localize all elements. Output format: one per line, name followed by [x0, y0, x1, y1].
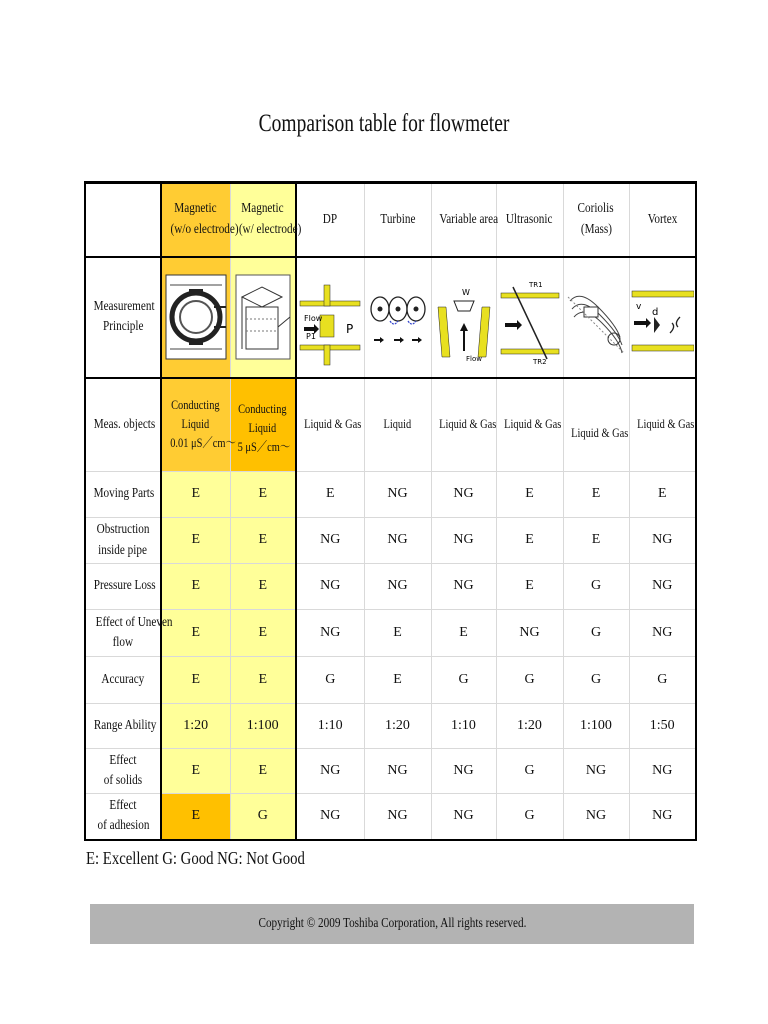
objects-ultrasonic: [496, 378, 563, 472]
rating-cell: 1:20: [161, 704, 230, 749]
rating-cell: NG: [431, 518, 496, 564]
vortex-d-label: d: [652, 307, 659, 318]
column-header-vortex: [629, 183, 696, 257]
rating-cell: NG: [431, 472, 496, 518]
va-flow-label: Flow: [465, 355, 482, 363]
rating-cell: G: [563, 610, 629, 657]
rating-cell: NG: [364, 794, 431, 840]
row-label-objects: [85, 378, 161, 472]
objects-magnetic-w-electrode: [230, 378, 296, 472]
objects-line1: Liquid & Gas: [570, 425, 628, 441]
objects-line1: Liquid & Gas: [636, 416, 694, 432]
rating-cell: NG: [364, 472, 431, 518]
rating-cell: E: [629, 472, 696, 518]
variable-area-float-diagram: [432, 267, 496, 367]
objects-line1: Liquid & Gas: [438, 416, 496, 432]
rating-cell: E: [161, 564, 230, 610]
objects-vortex: [629, 378, 696, 472]
column-header-line2: (w/o electrode): [170, 221, 239, 237]
rating-cell: NG: [364, 749, 431, 794]
criteria-row: [85, 657, 696, 704]
criteria-row: [85, 749, 696, 794]
rating-cell: G: [496, 749, 563, 794]
column-header-line1: Turbine: [379, 211, 416, 227]
rating-cell: E: [161, 794, 230, 840]
row-label-line1: Obstruction: [96, 522, 150, 538]
criteria-rows: [85, 472, 696, 840]
legend: E: Excellent G: Good NG: Not Good: [86, 848, 305, 868]
column-header-coriolis: [563, 183, 629, 257]
rating-cell: NG: [629, 518, 696, 564]
rating-cell: NG: [296, 794, 364, 840]
row-label: [85, 794, 161, 840]
dp-orifice-diagram: [298, 267, 362, 367]
rating-cell: 1:100: [563, 704, 629, 749]
criteria-row: [85, 472, 696, 518]
dp-p1-label: P1: [306, 332, 317, 341]
rating-cell: E: [364, 657, 431, 704]
objects-line1: Liquid & Gas: [503, 416, 561, 432]
row-label-line1: Range Ability: [93, 717, 157, 733]
column-header-line1: Variable area: [438, 211, 498, 227]
rating-cell: E: [230, 749, 296, 794]
principle-magnetic-w-electrode-diagram: [230, 257, 296, 378]
objects-line2: Liquid: [181, 416, 210, 432]
copyright-text: Copyright © 2009 Toshiba Corporation, All rights reserved.: [258, 916, 526, 931]
row-label: [85, 518, 161, 564]
column-header-turbine: [364, 183, 431, 257]
objects-line1: Liquid: [383, 416, 412, 432]
copyright-footer: [90, 904, 694, 944]
rating-cell: G: [230, 794, 296, 840]
rating-cell: G: [496, 657, 563, 704]
row-label: [85, 472, 161, 518]
rating-cell: E: [296, 472, 364, 518]
column-header-magnetic-w-electrode: [230, 183, 301, 257]
rating-cell: E: [563, 518, 629, 564]
principle-magnetic-wo-electrode-diagram: [161, 257, 230, 378]
principle-dp-diagram: [296, 257, 364, 378]
dp-p2-label: P: [346, 322, 354, 336]
vortex-v-label: v: [636, 302, 642, 312]
rating-cell: G: [629, 657, 696, 704]
row-label-line2: flow: [112, 635, 134, 650]
criteria-row: [85, 518, 696, 564]
rating-cell: E: [161, 610, 230, 657]
row-label-line2: Principle: [102, 319, 144, 334]
principle-coriolis-diagram: [563, 257, 629, 378]
column-header-line1: Vortex: [647, 211, 678, 227]
comparison-table: [84, 181, 697, 841]
vortex-bluff-body-diagram: [630, 267, 694, 367]
coriolis-tube-diagram: [564, 267, 628, 367]
row-label-line1: Accuracy: [101, 671, 145, 687]
objects-line1: Liquid & Gas: [304, 416, 362, 432]
rating-cell: NG: [629, 794, 696, 840]
objects-coriolis: [563, 378, 629, 472]
rating-cell: NG: [563, 794, 629, 840]
objects-row: [85, 378, 696, 472]
objects-variable-area: [431, 378, 496, 472]
rating-cell: 1:20: [496, 704, 563, 749]
rating-cell: G: [563, 657, 629, 704]
column-header-ultrasonic: [496, 183, 563, 257]
column-header-line2: (w/ electrode): [238, 221, 301, 237]
rating-cell: E: [563, 472, 629, 518]
rating-cell: E: [496, 518, 563, 564]
row-label-line2: of adhesion: [97, 818, 149, 834]
criteria-row: [85, 564, 696, 610]
rating-cell: E: [230, 472, 296, 518]
rating-cell: NG: [296, 610, 364, 657]
column-header-dp: [296, 183, 364, 257]
row-label-line1: Effect: [109, 797, 137, 813]
row-label: [85, 564, 161, 610]
rating-cell: NG: [296, 518, 364, 564]
column-header-line1: DP: [323, 211, 338, 227]
rating-cell: G: [563, 564, 629, 610]
turbine-rotor-diagram: [366, 267, 430, 367]
row-label-principle: [85, 257, 161, 378]
rating-cell: E: [230, 564, 296, 610]
ultrasonic-transducer-diagram: [499, 267, 561, 367]
rating-cell: G: [496, 794, 563, 840]
row-label: [85, 704, 161, 749]
objects-magnetic-wo-electrode: [161, 378, 236, 472]
rating-cell: E: [161, 657, 230, 704]
row-label: [85, 749, 161, 794]
rating-cell: NG: [629, 564, 696, 610]
criteria-row: [85, 704, 696, 749]
rating-cell: NG: [431, 749, 496, 794]
objects-line3: 0.01 μS／cm～: [170, 435, 236, 451]
rating-cell: NG: [296, 749, 364, 794]
principle-ultrasonic-diagram: [496, 257, 563, 378]
va-weight-label: W: [461, 288, 470, 297]
row-label-line2: of solids: [103, 773, 143, 788]
rating-cell: NG: [364, 564, 431, 610]
header-row: [85, 183, 696, 257]
rating-cell: E: [496, 564, 563, 610]
principle-variable-area-diagram: [431, 257, 496, 378]
rating-cell: E: [431, 610, 496, 657]
rating-cell: NG: [563, 749, 629, 794]
objects-line1: Conducting: [238, 401, 288, 417]
criteria-row: [85, 610, 696, 657]
rating-cell: NG: [496, 610, 563, 657]
rating-cell: E: [161, 749, 230, 794]
rating-cell: 1:20: [364, 704, 431, 749]
rating-cell: E: [161, 472, 230, 518]
rating-cell: 1:10: [296, 704, 364, 749]
rating-cell: E: [230, 518, 296, 564]
column-header-magnetic-wo-electrode: [161, 183, 239, 257]
principle-turbine-diagram: [364, 257, 431, 378]
rating-cell: G: [296, 657, 364, 704]
dp-flow-label: Flow: [304, 314, 323, 323]
us-tr2-label: TR2: [532, 358, 547, 366]
rating-cell: NG: [431, 564, 496, 610]
column-header-line2: (Mass): [580, 221, 612, 237]
column-header-line1: Magnetic: [174, 201, 217, 217]
rating-cell: NG: [629, 749, 696, 794]
objects-dp: [296, 378, 364, 472]
rating-cell: 1:50: [629, 704, 696, 749]
rating-cell: 1:10: [431, 704, 496, 749]
column-header-line1: Magnetic: [241, 201, 284, 217]
rating-cell: NG: [629, 610, 696, 657]
row-label: [85, 657, 161, 704]
rating-cell: E: [364, 610, 431, 657]
us-tr1-label: TR1: [528, 281, 543, 289]
column-header-variable-area: [431, 183, 496, 257]
rating-cell: E: [230, 657, 296, 704]
criteria-row: [85, 794, 696, 840]
rating-cell: NG: [296, 564, 364, 610]
principle-vortex-diagram: [629, 257, 696, 378]
row-label-line1: Effect of Uneven: [95, 614, 173, 630]
column-header-line1: Coriolis: [577, 201, 615, 217]
objects-line3: 5 μS／cm～: [237, 439, 290, 455]
row-label-line1: Moving Parts: [93, 486, 155, 502]
principle-row: [85, 257, 696, 378]
row-label-line1: Pressure Loss: [93, 578, 156, 594]
row-label: [85, 610, 173, 657]
rating-cell: NG: [431, 794, 496, 840]
row-label-line1: Measurement: [93, 298, 155, 314]
objects-turbine: [364, 378, 431, 472]
magnetic-electrode-diagram: [232, 267, 294, 367]
rating-cell: 1:100: [230, 704, 296, 749]
rating-cell: E: [161, 518, 230, 564]
page-title: Comparison table for flowmeter: [258, 110, 510, 137]
objects-line2: Liquid: [248, 420, 277, 436]
rating-cell: G: [431, 657, 496, 704]
rating-cell: NG: [364, 518, 431, 564]
row-label-line1: Effect: [109, 752, 137, 768]
magnetic-coil-diagram: [164, 267, 228, 367]
row-label-line2: inside pipe: [98, 542, 148, 558]
column-header-line1: Ultrasonic: [506, 211, 553, 227]
rating-cell: E: [496, 472, 563, 518]
objects-line1: Conducting: [171, 397, 221, 413]
corner-cell: [85, 183, 161, 257]
rating-cell: E: [230, 610, 296, 657]
row-label-text: Meas. objects: [93, 416, 156, 432]
